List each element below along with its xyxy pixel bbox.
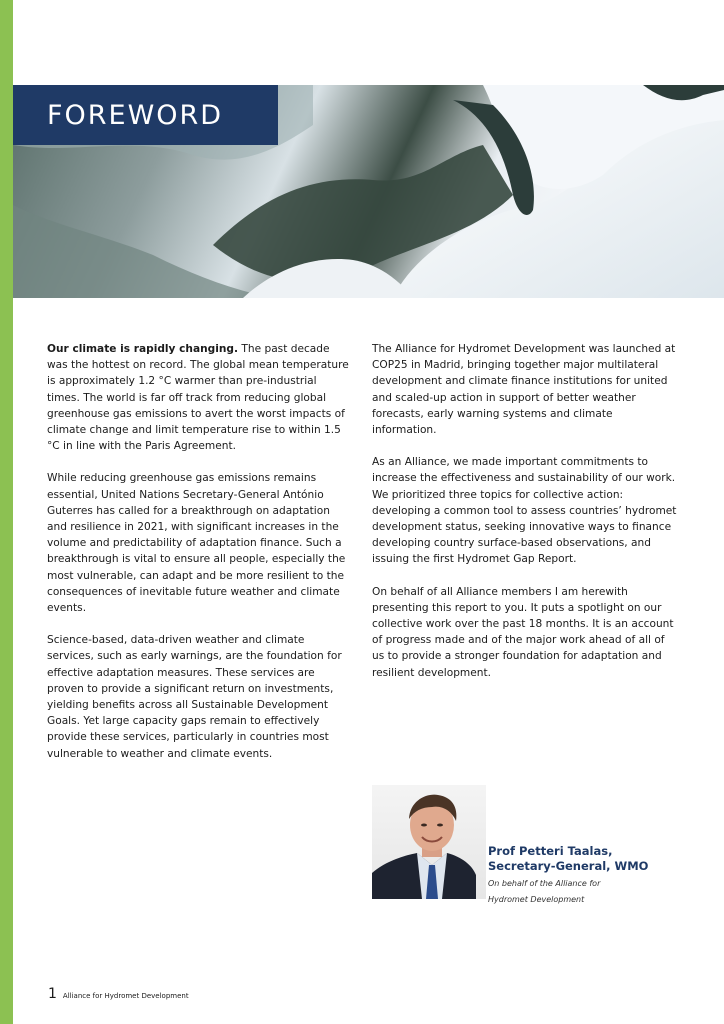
left-column xyxy=(47,341,352,778)
paragraph: While reducing greenhouse gas emissions remains essential, United Nations Secretary-General António Guterres has called for a breakthrough on adaptation and resilience in 2021, with significant increases in the volume and predictability of adaptation finance. Such a breakthrough is vital to ensure all people, especially the most vulnerable, can adapt and be more resilient to the consequences of inevitable future weather and climate events. xyxy=(47,472,346,615)
page-footer xyxy=(48,986,189,1002)
right-column xyxy=(372,341,677,697)
satellite-image-banner xyxy=(13,85,724,298)
signatory-name: Prof Petteri Taalas, xyxy=(488,844,613,858)
paragraph: The Alliance for Hydromet Development was launched at COP25 in Madrid, bringing together major multilateral development and climate finance institutions for united and scaled-up action in support of better weather forecasts, early warning systems and climate information. xyxy=(372,343,676,437)
paragraph: As an Alliance, we made important commitments to increase the effectiveness and sustainability of our work. We prioritized three topics for collective action: developing a common tool to assess countries’ hydromet development status, seeking innovative ways to finance developing country surface-based observations, and issuing the first Hydromet Gap Report. xyxy=(372,456,677,566)
paragraph xyxy=(47,341,352,454)
page-number: 1 xyxy=(48,986,57,1002)
author-portrait xyxy=(372,785,486,899)
accent-side-bar xyxy=(0,0,13,1024)
signature-block xyxy=(488,844,648,908)
page-title: FOREWORD xyxy=(47,99,224,131)
section-title-box xyxy=(13,85,278,145)
footer-label: Alliance for Hydromet Development xyxy=(62,992,189,1000)
signatory-note: On behalf of the Alliance for Hydromet Development xyxy=(488,879,601,904)
paragraph-text: The past decade was the hottest on record. The global mean temperature is approximately 1.2 °C warmer than pre-industrial times. The world is far off track from reducing global greenhouse gas emissions to avert the worst impacts of climate change and limit temperature rise to within 1.5 °C in line with the Paris Agreement. xyxy=(47,343,349,453)
lead-sentence: Our climate is rapidly changing. xyxy=(47,343,239,355)
paragraph: Science-based, data-driven weather and climate services, such as early warnings, are the foundation for effective adaptation measures. These services are proven to provide a significant return on investments, yielding benefits across all Sustainable Development Goals. Yet large capacity gaps remain to effectively provide these services, particularly in countries most vulnerable to weather and climate events. xyxy=(47,634,342,760)
signatory-role: Secretary-General, WMO xyxy=(488,859,649,873)
paragraph: On behalf of all Alliance members I am herewith presenting this report to you. It puts a spotlight on our collective work over the past 18 months. It is an account of progress made and of the major work ahead of all of us to provide a stronger foundation for adaptation and resilient development. xyxy=(372,585,674,679)
